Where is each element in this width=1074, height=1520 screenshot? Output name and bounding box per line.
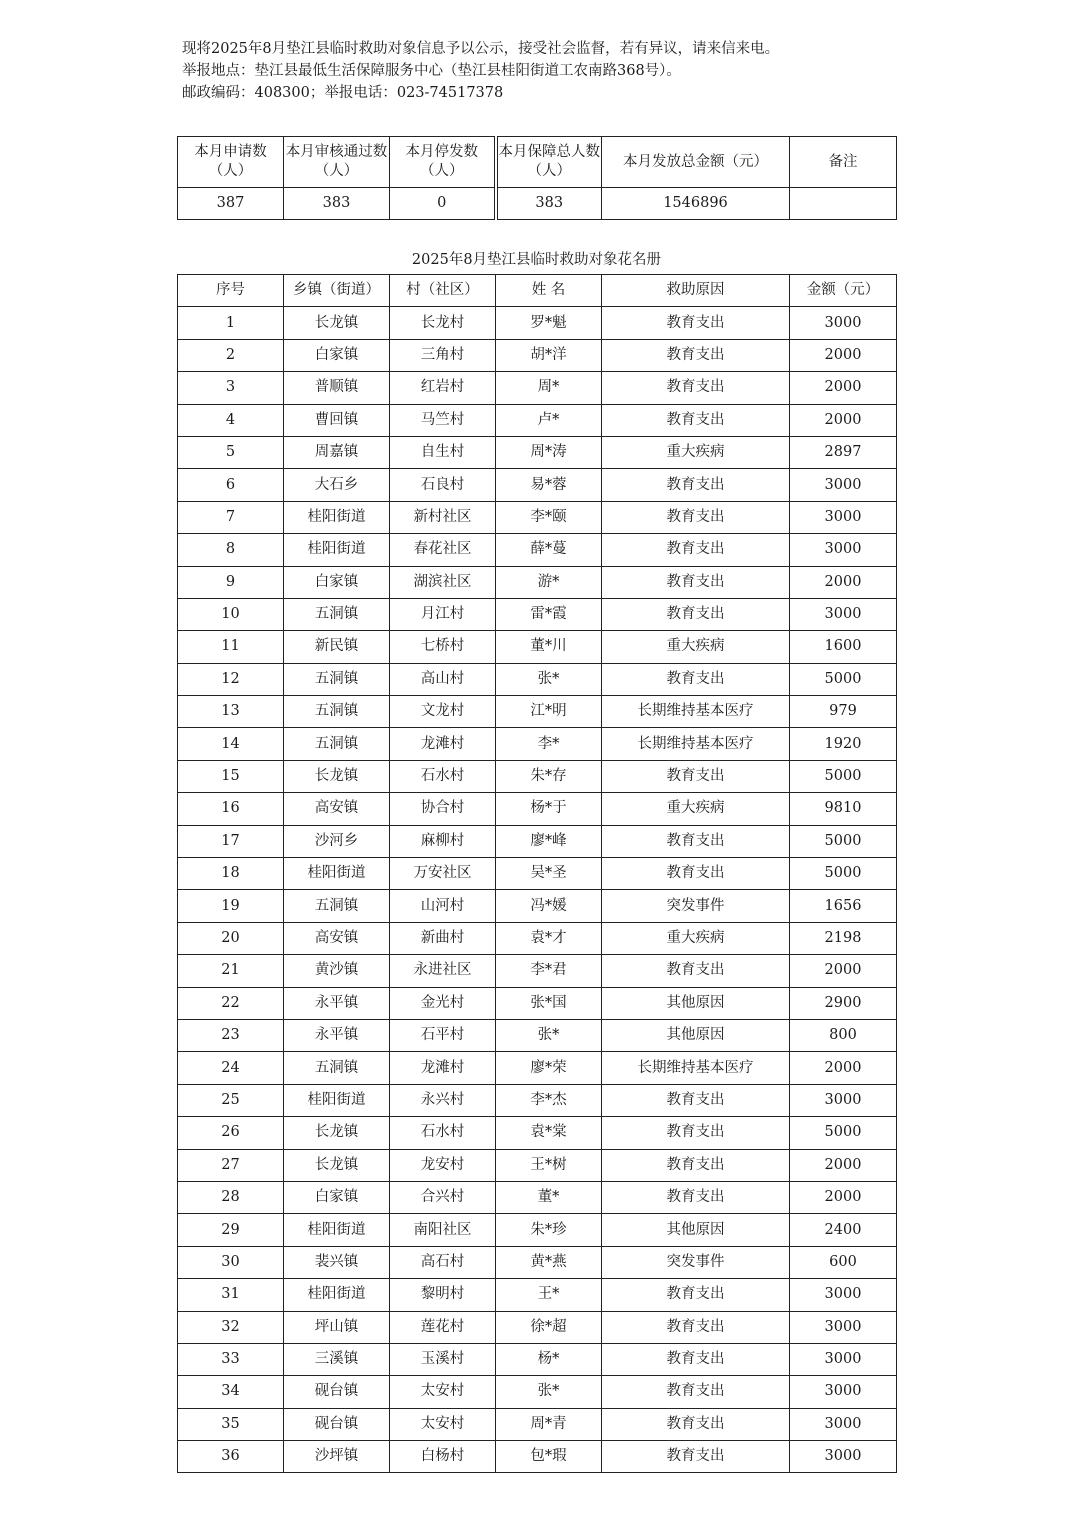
table-cell: 1656 (790, 890, 897, 922)
table-row (178, 922, 897, 954)
table-cell: 3 (178, 372, 284, 404)
table-cell: 玉溪村 (390, 1343, 496, 1375)
table-cell: 3000 (790, 534, 897, 566)
table-cell: 罗*魁 (496, 307, 602, 339)
roster-header-cell: 乡镇（街道） (284, 275, 390, 307)
table-cell: 永平镇 (284, 1019, 390, 1051)
table-cell: 曹回镇 (284, 404, 390, 436)
table-cell: 26 (178, 1117, 284, 1149)
roster-header-cell: 金额（元） (790, 275, 897, 307)
table-row (178, 598, 897, 630)
table-cell: 12 (178, 663, 284, 695)
table-cell: 张* (496, 1376, 602, 1408)
table-cell: 薛*蔓 (496, 534, 602, 566)
table-cell: 王* (496, 1279, 602, 1311)
table-cell: 朱*存 (496, 760, 602, 792)
table-cell: 13 (178, 696, 284, 728)
table-cell: 其他原因 (602, 1019, 790, 1051)
table-cell: 董* (496, 1181, 602, 1213)
table-cell: 重大疾病 (602, 922, 790, 954)
table-cell: 3000 (790, 1343, 897, 1375)
table-cell: 廖*峰 (496, 825, 602, 857)
table-cell: 石水村 (390, 1117, 496, 1149)
roster-table (177, 274, 897, 1473)
table-cell: 永进社区 (390, 955, 496, 987)
table-cell: 30 (178, 1246, 284, 1278)
table-cell: 突发事件 (602, 890, 790, 922)
table-cell: 砚台镇 (284, 1408, 390, 1440)
table-cell: 五洞镇 (284, 1052, 390, 1084)
table-cell: 张* (496, 663, 602, 695)
table-cell: 张* (496, 1019, 602, 1051)
table-cell: 979 (790, 696, 897, 728)
table-cell: 易*蓉 (496, 469, 602, 501)
table-cell: 七桥村 (390, 631, 496, 663)
table-cell: 周* (496, 372, 602, 404)
table-cell: 白家镇 (284, 339, 390, 371)
table-cell: 5000 (790, 760, 897, 792)
table-cell: 24 (178, 1052, 284, 1084)
table-cell: 教育支出 (602, 404, 790, 436)
table-cell: 教育支出 (602, 1408, 790, 1440)
table-cell: 2000 (790, 372, 897, 404)
table-cell: 周嘉镇 (284, 436, 390, 468)
table-cell: 29 (178, 1214, 284, 1246)
table-cell: 2000 (790, 1052, 897, 1084)
table-cell: 其他原因 (602, 1214, 790, 1246)
table-cell: 白家镇 (284, 566, 390, 598)
table-row (178, 825, 897, 857)
summary-header-cell: 本月申请数（人） (178, 137, 284, 188)
table-cell: 25 (178, 1084, 284, 1116)
table-cell: 永兴村 (390, 1084, 496, 1116)
table-cell: 协合村 (390, 793, 496, 825)
summary-value-cell: 383 (496, 188, 602, 220)
table-cell: 11 (178, 631, 284, 663)
summary-header-cell: 本月停发数（人） (390, 137, 496, 188)
table-cell: 金光村 (390, 987, 496, 1019)
table-row (178, 1117, 897, 1149)
table-cell: 5000 (790, 825, 897, 857)
table-cell: 教育支出 (602, 1279, 790, 1311)
table-cell: 高安镇 (284, 793, 390, 825)
table-cell: 游* (496, 566, 602, 598)
table-row (178, 1408, 897, 1440)
table-cell: 三溪镇 (284, 1343, 390, 1375)
table-cell: 教育支出 (602, 566, 790, 598)
table-row (178, 696, 897, 728)
table-cell: 1920 (790, 728, 897, 760)
table-cell: 杨*于 (496, 793, 602, 825)
table-cell: 龙安村 (390, 1149, 496, 1181)
summary-value-cell: 1546896 (602, 188, 790, 220)
table-cell: 石平村 (390, 1019, 496, 1051)
table-cell: 20 (178, 922, 284, 954)
table-cell: 万安社区 (390, 858, 496, 890)
table-cell: 18 (178, 858, 284, 890)
table-cell: 五洞镇 (284, 696, 390, 728)
table-cell: 34 (178, 1376, 284, 1408)
table-cell: 3000 (790, 1408, 897, 1440)
table-cell: 麻柳村 (390, 825, 496, 857)
table-cell: 19 (178, 890, 284, 922)
table-cell: 重大疾病 (602, 631, 790, 663)
table-cell: 5 (178, 436, 284, 468)
table-cell: 教育支出 (602, 663, 790, 695)
table-row (178, 1181, 897, 1213)
table-cell: 湖滨社区 (390, 566, 496, 598)
table-cell: 6 (178, 469, 284, 501)
table-cell: 桂阳街道 (284, 1214, 390, 1246)
table-row (178, 436, 897, 468)
table-cell: 南阳社区 (390, 1214, 496, 1246)
table-cell: 大石乡 (284, 469, 390, 501)
table-row (178, 663, 897, 695)
table-cell: 沙坪镇 (284, 1441, 390, 1473)
table-row (178, 1019, 897, 1051)
notice-line-2: 举报地点：垫江县最低生活保障服务中心（垫江县桂阳街道工农南路368号）。 (182, 63, 681, 79)
table-cell: 教育支出 (602, 501, 790, 533)
roster-header-cell: 救助原因 (602, 275, 790, 307)
summary-value-cell: 383 (284, 188, 390, 220)
table-cell: 3000 (790, 469, 897, 501)
table-cell: 教育支出 (602, 1311, 790, 1343)
table-cell: 教育支出 (602, 825, 790, 857)
table-cell: 五洞镇 (284, 890, 390, 922)
table-cell: 长龙镇 (284, 1149, 390, 1181)
table-cell: 2 (178, 339, 284, 371)
table-cell: 长龙村 (390, 307, 496, 339)
table-cell: 3000 (790, 1084, 897, 1116)
table-cell: 教育支出 (602, 534, 790, 566)
table-row (178, 955, 897, 987)
table-cell: 永平镇 (284, 987, 390, 1019)
table-cell: 黄*燕 (496, 1246, 602, 1278)
table-cell: 教育支出 (602, 307, 790, 339)
table-cell: 17 (178, 825, 284, 857)
table-cell: 朱*珍 (496, 1214, 602, 1246)
table-cell: 重大疾病 (602, 436, 790, 468)
table-cell: 教育支出 (602, 955, 790, 987)
table-cell: 27 (178, 1149, 284, 1181)
table-cell: 长龙镇 (284, 1117, 390, 1149)
table-cell: 16 (178, 793, 284, 825)
table-cell: 新曲村 (390, 922, 496, 954)
table-cell: 红岩村 (390, 372, 496, 404)
table-row (178, 339, 897, 371)
table-cell: 合兴村 (390, 1181, 496, 1213)
table-cell: 桂阳街道 (284, 1084, 390, 1116)
table-cell: 重大疾病 (602, 793, 790, 825)
table-cell: 9810 (790, 793, 897, 825)
table-cell: 教育支出 (602, 1441, 790, 1473)
table-cell: 教育支出 (602, 598, 790, 630)
table-cell: 五洞镇 (284, 663, 390, 695)
table-cell: 5000 (790, 663, 897, 695)
table-cell: 36 (178, 1441, 284, 1473)
table-cell: 李*颐 (496, 501, 602, 533)
table-cell: 其他原因 (602, 987, 790, 1019)
table-row (178, 566, 897, 598)
summary-header-cell: 本月发放总金额（元） (602, 137, 790, 188)
table-row (178, 793, 897, 825)
table-cell: 袁*才 (496, 922, 602, 954)
notice-line-1: 现将2025年8月垫江县临时救助对象信息予以公示，接受社会监督，若有异议，请来信来电。 (182, 41, 780, 57)
table-cell: 教育支出 (602, 339, 790, 371)
table-cell: 包*瑕 (496, 1441, 602, 1473)
table-cell: 31 (178, 1279, 284, 1311)
table-cell: 袁*棠 (496, 1117, 602, 1149)
table-row (178, 404, 897, 436)
table-cell: 2198 (790, 922, 897, 954)
table-cell: 自生村 (390, 436, 496, 468)
table-cell: 李*杰 (496, 1084, 602, 1116)
table-row (178, 307, 897, 339)
table-cell: 3000 (790, 307, 897, 339)
table-cell: 21 (178, 955, 284, 987)
table-cell: 3000 (790, 598, 897, 630)
table-cell: 教育支出 (602, 1181, 790, 1213)
table-cell: 7 (178, 501, 284, 533)
table-cell: 新民镇 (284, 631, 390, 663)
table-cell: 黄沙镇 (284, 955, 390, 987)
roster-title: 2025年8月垫江县临时救助对象花名册 (411, 252, 662, 268)
table-cell: 教育支出 (602, 858, 790, 890)
table-cell: 2000 (790, 955, 897, 987)
table-cell: 三角村 (390, 339, 496, 371)
table-cell: 22 (178, 987, 284, 1019)
summary-header-cell: 备注 (790, 137, 897, 188)
table-cell: 2900 (790, 987, 897, 1019)
table-cell: 长期维持基本医疗 (602, 728, 790, 760)
table-cell: 2000 (790, 404, 897, 436)
table-cell: 吴*圣 (496, 858, 602, 890)
table-cell: 长期维持基本医疗 (602, 696, 790, 728)
table-cell: 28 (178, 1181, 284, 1213)
table-row (178, 1376, 897, 1408)
table-row (178, 1343, 897, 1375)
table-cell: 白杨村 (390, 1441, 496, 1473)
table-row (178, 1441, 897, 1473)
table-cell: 教育支出 (602, 372, 790, 404)
table-row (178, 372, 897, 404)
table-cell: 廖*荣 (496, 1052, 602, 1084)
table-cell: 800 (790, 1019, 897, 1051)
table-cell: 1600 (790, 631, 897, 663)
table-cell: 白家镇 (284, 1181, 390, 1213)
table-cell: 长龙镇 (284, 760, 390, 792)
table-cell: 2000 (790, 1181, 897, 1213)
table-cell: 5000 (790, 858, 897, 890)
table-cell: 3000 (790, 1441, 897, 1473)
table-row (178, 1311, 897, 1343)
table-cell: 9 (178, 566, 284, 598)
summary-header-cell: 本月审核通过数（人） (284, 137, 390, 188)
table-cell: 裴兴镇 (284, 1246, 390, 1278)
table-cell: 教育支出 (602, 1376, 790, 1408)
table-cell: 33 (178, 1343, 284, 1375)
table-cell: 600 (790, 1246, 897, 1278)
table-cell: 马竺村 (390, 404, 496, 436)
table-cell: 3000 (790, 1279, 897, 1311)
table-cell: 突发事件 (602, 1246, 790, 1278)
table-row (178, 1149, 897, 1181)
table-row (178, 501, 897, 533)
table-cell: 23 (178, 1019, 284, 1051)
table-cell: 山河村 (390, 890, 496, 922)
summary-header-cell: 本月保障总人数（人） (496, 137, 602, 188)
table-cell: 桂阳街道 (284, 501, 390, 533)
table-cell: 砚台镇 (284, 1376, 390, 1408)
table-row (178, 1279, 897, 1311)
table-cell: 桂阳街道 (284, 534, 390, 566)
table-cell: 太安村 (390, 1408, 496, 1440)
table-row (178, 760, 897, 792)
table-cell: 周*涛 (496, 436, 602, 468)
summary-value-cell (790, 188, 897, 220)
table-cell: 杨* (496, 1343, 602, 1375)
table-cell: 2000 (790, 1149, 897, 1181)
table-row (178, 1246, 897, 1278)
table-cell: 王*树 (496, 1149, 602, 1181)
notice-intro (182, 38, 779, 104)
table-cell: 卢* (496, 404, 602, 436)
table-cell: 黎明村 (390, 1279, 496, 1311)
table-cell: 江*明 (496, 696, 602, 728)
table-row (178, 1084, 897, 1116)
table-cell: 周*青 (496, 1408, 602, 1440)
table-cell: 3000 (790, 501, 897, 533)
table-cell: 5000 (790, 1117, 897, 1149)
table-cell: 莲花村 (390, 1311, 496, 1343)
table-cell: 坪山镇 (284, 1311, 390, 1343)
table-row (178, 728, 897, 760)
table-row (178, 631, 897, 663)
table-cell: 教育支出 (602, 1084, 790, 1116)
table-cell: 4 (178, 404, 284, 436)
table-row (178, 987, 897, 1019)
table-cell: 龙滩村 (390, 1052, 496, 1084)
table-cell: 李*君 (496, 955, 602, 987)
table-cell: 高山村 (390, 663, 496, 695)
table-cell: 长期维持基本医疗 (602, 1052, 790, 1084)
table-cell: 普顺镇 (284, 372, 390, 404)
roster-header-row (178, 275, 897, 307)
table-cell: 教育支出 (602, 1149, 790, 1181)
table-cell: 高石村 (390, 1246, 496, 1278)
table-cell: 龙滩村 (390, 728, 496, 760)
table-cell: 新村社区 (390, 501, 496, 533)
table-cell: 高安镇 (284, 922, 390, 954)
table-cell: 教育支出 (602, 1343, 790, 1375)
summary-value-cell: 0 (390, 188, 496, 220)
table-cell: 文龙村 (390, 696, 496, 728)
table-cell: 冯*媛 (496, 890, 602, 922)
roster-header-cell: 村（社区） (390, 275, 496, 307)
table-cell: 教育支出 (602, 760, 790, 792)
table-cell: 1 (178, 307, 284, 339)
table-cell: 徐*超 (496, 1311, 602, 1343)
table-cell: 35 (178, 1408, 284, 1440)
summary-value-row (178, 188, 897, 220)
table-row (178, 534, 897, 566)
table-row (178, 858, 897, 890)
table-cell: 8 (178, 534, 284, 566)
table-cell: 李* (496, 728, 602, 760)
table-cell: 2400 (790, 1214, 897, 1246)
table-cell: 五洞镇 (284, 598, 390, 630)
table-cell: 2000 (790, 339, 897, 371)
table-cell: 14 (178, 728, 284, 760)
table-cell: 月江村 (390, 598, 496, 630)
summary-header-row (178, 137, 897, 188)
table-cell: 董*川 (496, 631, 602, 663)
table-cell: 胡*洋 (496, 339, 602, 371)
table-cell: 张*国 (496, 987, 602, 1019)
table-cell: 教育支出 (602, 1117, 790, 1149)
table-cell: 10 (178, 598, 284, 630)
summary-table (177, 136, 897, 220)
notice-line-3: 邮政编码：408300；举报电话：023-74517378 (182, 85, 504, 101)
table-row (178, 469, 897, 501)
table-cell: 太安村 (390, 1376, 496, 1408)
roster-header-cell: 序号 (178, 275, 284, 307)
table-row (178, 890, 897, 922)
table-cell: 沙河乡 (284, 825, 390, 857)
table-cell: 春花社区 (390, 534, 496, 566)
table-cell: 桂阳街道 (284, 1279, 390, 1311)
roster-header-cell: 姓 名 (496, 275, 602, 307)
summary-value-cell: 387 (178, 188, 284, 220)
table-cell: 石水村 (390, 760, 496, 792)
table-cell: 桂阳街道 (284, 858, 390, 890)
table-row (178, 1052, 897, 1084)
table-cell: 石良村 (390, 469, 496, 501)
table-cell: 15 (178, 760, 284, 792)
table-cell: 五洞镇 (284, 728, 390, 760)
table-cell: 长龙镇 (284, 307, 390, 339)
table-cell: 32 (178, 1311, 284, 1343)
table-cell: 2897 (790, 436, 897, 468)
table-cell: 3000 (790, 1311, 897, 1343)
table-cell: 雷*霞 (496, 598, 602, 630)
table-row (178, 1214, 897, 1246)
table-cell: 2000 (790, 566, 897, 598)
table-cell: 教育支出 (602, 469, 790, 501)
table-cell: 3000 (790, 1376, 897, 1408)
